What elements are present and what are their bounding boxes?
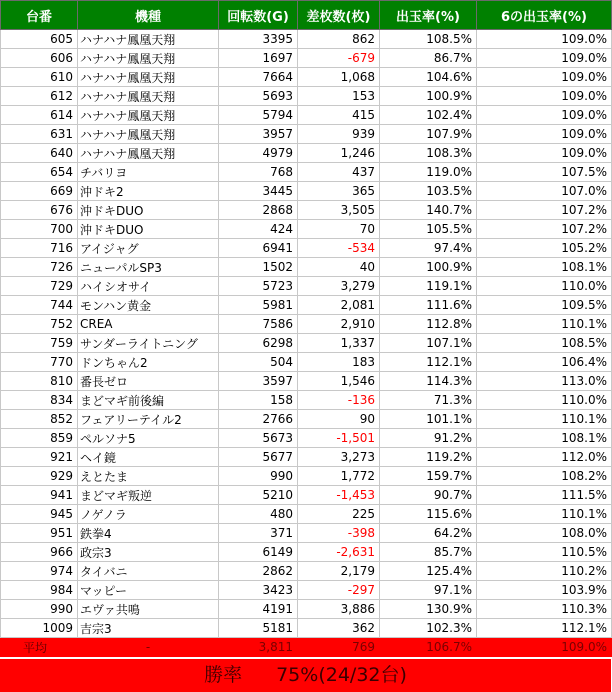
cell-machine-number: 669: [1, 182, 78, 201]
cell-medal-difference: 362: [298, 619, 380, 638]
table-row: [1, 30, 612, 49]
cell-setting6-payout-rate: 112.1%: [477, 619, 612, 638]
cell-medal-difference: 3,273: [298, 448, 380, 467]
cell-machine-number: 859: [1, 429, 78, 448]
cell-setting6-payout-rate: 110.0%: [477, 391, 612, 410]
cell-spins: 504: [219, 353, 298, 372]
cell-machine-model: サンダーライトニング: [78, 334, 219, 353]
cell-spins: 990: [219, 467, 298, 486]
cell-spins: 5981: [219, 296, 298, 315]
cell-machine-number: 1009: [1, 619, 78, 638]
cell-machine-number: 676: [1, 201, 78, 220]
cell-machine-model: まどマギ前後編: [78, 391, 219, 410]
cell-payout-rate: 112.8%: [380, 315, 477, 334]
cell-setting6-payout-rate: 110.5%: [477, 543, 612, 562]
cell-payout-rate: 97.1%: [380, 581, 477, 600]
cell-setting6-payout-rate: 109.5%: [477, 296, 612, 315]
table-row: [1, 144, 612, 163]
cell-medal-difference: -679: [298, 49, 380, 68]
cell-setting6-payout-rate: 109.0%: [477, 87, 612, 106]
cell-machine-number: 606: [1, 49, 78, 68]
cell-machine-number: 990: [1, 600, 78, 619]
cell-machine-model: 吉宗3: [78, 619, 219, 638]
table-row: [1, 68, 612, 87]
table-row: [1, 277, 612, 296]
table-row: [1, 429, 612, 448]
cell-medal-difference: 225: [298, 505, 380, 524]
cell-setting6-payout-rate: 109.0%: [477, 125, 612, 144]
table-row: [1, 619, 612, 638]
average-spins: 3,811: [219, 638, 298, 657]
cell-payout-rate: 108.3%: [380, 144, 477, 163]
cell-spins: 6941: [219, 239, 298, 258]
cell-machine-number: 640: [1, 144, 78, 163]
cell-payout-rate: 100.9%: [380, 258, 477, 277]
cell-medal-difference: 70: [298, 220, 380, 239]
cell-setting6-payout-rate: 113.0%: [477, 372, 612, 391]
cell-spins: 7664: [219, 68, 298, 87]
average-payout: 106.7%: [380, 638, 477, 657]
cell-machine-number: 605: [1, 30, 78, 49]
cell-medal-difference: 2,179: [298, 562, 380, 581]
cell-payout-rate: 140.7%: [380, 201, 477, 220]
cell-payout-rate: 102.3%: [380, 619, 477, 638]
cell-payout-rate: 119.1%: [380, 277, 477, 296]
cell-machine-model: エヴァ共鳴: [78, 600, 219, 619]
cell-machine-model: 政宗3: [78, 543, 219, 562]
table-row: [1, 163, 612, 182]
cell-setting6-payout-rate: 108.1%: [477, 429, 612, 448]
cell-spins: 3597: [219, 372, 298, 391]
average-setting6: 109.0%: [477, 638, 612, 657]
table-row: [1, 49, 612, 68]
cell-payout-rate: 90.7%: [380, 486, 477, 505]
cell-setting6-payout-rate: 105.2%: [477, 239, 612, 258]
cell-payout-rate: 112.1%: [380, 353, 477, 372]
table-row: [1, 372, 612, 391]
table-row: [1, 315, 612, 334]
header-setting6-payout-rate: 6の出玉率(%): [477, 1, 612, 30]
cell-machine-model: タイバニ: [78, 562, 219, 581]
table-row: [1, 106, 612, 125]
table-row: [1, 220, 612, 239]
average-row: [1, 638, 612, 657]
cell-spins: 2862: [219, 562, 298, 581]
cell-payout-rate: 100.9%: [380, 87, 477, 106]
average-label: 平均: [1, 638, 78, 657]
cell-machine-model: ニューパルSP3: [78, 258, 219, 277]
table-row: [1, 201, 612, 220]
cell-machine-model: ハイシオサイ: [78, 277, 219, 296]
table-row: [1, 391, 612, 410]
cell-spins: 5723: [219, 277, 298, 296]
cell-machine-number: 810: [1, 372, 78, 391]
cell-spins: 371: [219, 524, 298, 543]
average-diff: 769: [298, 638, 380, 657]
cell-payout-rate: 107.1%: [380, 334, 477, 353]
cell-medal-difference: 1,337: [298, 334, 380, 353]
table-row: [1, 543, 612, 562]
cell-machine-number: 700: [1, 220, 78, 239]
cell-spins: 6298: [219, 334, 298, 353]
cell-medal-difference: 90: [298, 410, 380, 429]
average-machine: -: [78, 638, 219, 657]
cell-spins: 5181: [219, 619, 298, 638]
cell-payout-rate: 130.9%: [380, 600, 477, 619]
header-medal-difference: 差枚数(枚): [298, 1, 380, 30]
table-row: [1, 410, 612, 429]
cell-setting6-payout-rate: 108.0%: [477, 524, 612, 543]
cell-medal-difference: -534: [298, 239, 380, 258]
table-row: [1, 239, 612, 258]
cell-payout-rate: 64.2%: [380, 524, 477, 543]
cell-machine-model: マッピー: [78, 581, 219, 600]
cell-spins: 1697: [219, 49, 298, 68]
cell-payout-rate: 159.7%: [380, 467, 477, 486]
cell-machine-model: 沖ドキDUO: [78, 220, 219, 239]
cell-machine-model: 沖ドキ2: [78, 182, 219, 201]
cell-setting6-payout-rate: 108.5%: [477, 334, 612, 353]
cell-machine-number: 834: [1, 391, 78, 410]
cell-machine-model: アイジャグ: [78, 239, 219, 258]
cell-machine-model: ハナハナ鳳凰天翔: [78, 125, 219, 144]
cell-setting6-payout-rate: 107.5%: [477, 163, 612, 182]
header-spins: 回転数(G): [219, 1, 298, 30]
cell-medal-difference: 415: [298, 106, 380, 125]
cell-machine-model: 番長ゼロ: [78, 372, 219, 391]
cell-medal-difference: 365: [298, 182, 380, 201]
cell-payout-rate: 125.4%: [380, 562, 477, 581]
cell-medal-difference: 3,505: [298, 201, 380, 220]
cell-machine-number: 759: [1, 334, 78, 353]
cell-payout-rate: 97.4%: [380, 239, 477, 258]
cell-machine-model: ノゲノラ: [78, 505, 219, 524]
cell-payout-rate: 108.5%: [380, 30, 477, 49]
table-row: [1, 581, 612, 600]
cell-machine-model: ヘイ鏡: [78, 448, 219, 467]
cell-setting6-payout-rate: 108.2%: [477, 467, 612, 486]
cell-setting6-payout-rate: 112.0%: [477, 448, 612, 467]
cell-setting6-payout-rate: 110.1%: [477, 505, 612, 524]
table-row: [1, 486, 612, 505]
cell-machine-number: 744: [1, 296, 78, 315]
cell-machine-model: 沖ドキDUO: [78, 201, 219, 220]
cell-spins: 5210: [219, 486, 298, 505]
cell-machine-number: 729: [1, 277, 78, 296]
cell-setting6-payout-rate: 109.0%: [477, 30, 612, 49]
cell-payout-rate: 114.3%: [380, 372, 477, 391]
cell-medal-difference: -1,453: [298, 486, 380, 505]
cell-machine-number: 921: [1, 448, 78, 467]
cell-payout-rate: 107.9%: [380, 125, 477, 144]
cell-spins: 6149: [219, 543, 298, 562]
cell-payout-rate: 119.2%: [380, 448, 477, 467]
cell-medal-difference: 1,246: [298, 144, 380, 163]
header-machine-number: 台番: [1, 1, 78, 30]
cell-setting6-payout-rate: 110.2%: [477, 562, 612, 581]
table-row: [1, 182, 612, 201]
table-row: [1, 448, 612, 467]
cell-machine-model: ハナハナ鳳凰天翔: [78, 30, 219, 49]
cell-medal-difference: -297: [298, 581, 380, 600]
win-rate-value: 75%(24/32台): [276, 664, 407, 686]
cell-spins: 480: [219, 505, 298, 524]
cell-payout-rate: 85.7%: [380, 543, 477, 562]
cell-machine-model: フェアリーテイル2: [78, 410, 219, 429]
cell-payout-rate: 91.2%: [380, 429, 477, 448]
cell-machine-number: 631: [1, 125, 78, 144]
cell-medal-difference: 153: [298, 87, 380, 106]
cell-machine-number: 974: [1, 562, 78, 581]
win-rate-banner: [0, 659, 611, 692]
cell-payout-rate: 101.1%: [380, 410, 477, 429]
cell-payout-rate: 86.7%: [380, 49, 477, 68]
cell-spins: 7586: [219, 315, 298, 334]
header-payout-rate: 出玉率(%): [380, 1, 477, 30]
cell-spins: 2868: [219, 201, 298, 220]
cell-setting6-payout-rate: 107.0%: [477, 182, 612, 201]
cell-machine-number: 966: [1, 543, 78, 562]
cell-spins: 3423: [219, 581, 298, 600]
cell-medal-difference: 183: [298, 353, 380, 372]
cell-machine-model: CREA: [78, 315, 219, 334]
cell-machine-number: 752: [1, 315, 78, 334]
cell-machine-number: 941: [1, 486, 78, 505]
table-row: [1, 258, 612, 277]
cell-medal-difference: 40: [298, 258, 380, 277]
cell-spins: 3445: [219, 182, 298, 201]
cell-medal-difference: 862: [298, 30, 380, 49]
cell-machine-number: 726: [1, 258, 78, 277]
table-row: [1, 600, 612, 619]
table-row: [1, 125, 612, 144]
cell-machine-number: 654: [1, 163, 78, 182]
cell-machine-number: 984: [1, 581, 78, 600]
table-row: [1, 562, 612, 581]
cell-machine-number: 716: [1, 239, 78, 258]
cell-setting6-payout-rate: 109.0%: [477, 68, 612, 87]
cell-setting6-payout-rate: 107.2%: [477, 220, 612, 239]
cell-medal-difference: 939: [298, 125, 380, 144]
cell-payout-rate: 103.5%: [380, 182, 477, 201]
cell-medal-difference: -2,631: [298, 543, 380, 562]
cell-setting6-payout-rate: 111.5%: [477, 486, 612, 505]
cell-medal-difference: 1,068: [298, 68, 380, 87]
cell-machine-model: まどマギ叛逆: [78, 486, 219, 505]
cell-setting6-payout-rate: 107.2%: [477, 201, 612, 220]
cell-setting6-payout-rate: 110.1%: [477, 410, 612, 429]
cell-payout-rate: 111.6%: [380, 296, 477, 315]
cell-medal-difference: 3,279: [298, 277, 380, 296]
cell-spins: 2766: [219, 410, 298, 429]
cell-medal-difference: -136: [298, 391, 380, 410]
cell-setting6-payout-rate: 110.1%: [477, 315, 612, 334]
cell-machine-model: 鉄拳4: [78, 524, 219, 543]
cell-machine-model: えとたま: [78, 467, 219, 486]
cell-machine-number: 945: [1, 505, 78, 524]
cell-setting6-payout-rate: 110.0%: [477, 277, 612, 296]
cell-setting6-payout-rate: 108.1%: [477, 258, 612, 277]
cell-machine-model: ハナハナ鳳凰天翔: [78, 87, 219, 106]
cell-payout-rate: 104.6%: [380, 68, 477, 87]
cell-machine-number: 612: [1, 87, 78, 106]
header-machine-model: 機種: [78, 1, 219, 30]
cell-setting6-payout-rate: 109.0%: [477, 144, 612, 163]
cell-setting6-payout-rate: 109.0%: [477, 106, 612, 125]
cell-setting6-payout-rate: 106.4%: [477, 353, 612, 372]
cell-spins: 5673: [219, 429, 298, 448]
cell-machine-number: 770: [1, 353, 78, 372]
cell-spins: 4979: [219, 144, 298, 163]
cell-spins: 3395: [219, 30, 298, 49]
cell-machine-number: 610: [1, 68, 78, 87]
table-row: [1, 505, 612, 524]
cell-medal-difference: 3,886: [298, 600, 380, 619]
cell-spins: 4191: [219, 600, 298, 619]
cell-machine-number: 852: [1, 410, 78, 429]
cell-machine-number: 951: [1, 524, 78, 543]
win-rate-label: 勝率: [204, 664, 243, 686]
cell-medal-difference: -398: [298, 524, 380, 543]
cell-medal-difference: -1,501: [298, 429, 380, 448]
header-row: [1, 1, 612, 30]
cell-medal-difference: 2,910: [298, 315, 380, 334]
cell-medal-difference: 2,081: [298, 296, 380, 315]
cell-spins: 5677: [219, 448, 298, 467]
cell-medal-difference: 1,772: [298, 467, 380, 486]
table-row: [1, 87, 612, 106]
table-body: [1, 30, 612, 638]
cell-payout-rate: 71.3%: [380, 391, 477, 410]
cell-machine-model: モンハン黄金: [78, 296, 219, 315]
cell-machine-model: ドンちゃん2: [78, 353, 219, 372]
cell-machine-model: ハナハナ鳳凰天翔: [78, 68, 219, 87]
cell-setting6-payout-rate: 103.9%: [477, 581, 612, 600]
table-row: [1, 353, 612, 372]
table-row: [1, 296, 612, 315]
cell-machine-number: 929: [1, 467, 78, 486]
cell-medal-difference: 437: [298, 163, 380, 182]
cell-machine-model: ペルソナ5: [78, 429, 219, 448]
cell-payout-rate: 105.5%: [380, 220, 477, 239]
cell-spins: 424: [219, 220, 298, 239]
cell-spins: 5794: [219, 106, 298, 125]
cell-payout-rate: 102.4%: [380, 106, 477, 125]
cell-spins: 1502: [219, 258, 298, 277]
cell-payout-rate: 115.6%: [380, 505, 477, 524]
cell-payout-rate: 119.0%: [380, 163, 477, 182]
cell-spins: 768: [219, 163, 298, 182]
cell-machine-model: チバリヨ: [78, 163, 219, 182]
table-row: [1, 524, 612, 543]
cell-setting6-payout-rate: 110.3%: [477, 600, 612, 619]
cell-spins: 5693: [219, 87, 298, 106]
cell-machine-model: ハナハナ鳳凰天翔: [78, 144, 219, 163]
cell-spins: 3957: [219, 125, 298, 144]
cell-spins: 158: [219, 391, 298, 410]
cell-setting6-payout-rate: 109.0%: [477, 49, 612, 68]
table-row: [1, 334, 612, 353]
cell-machine-model: ハナハナ鳳凰天翔: [78, 106, 219, 125]
cell-medal-difference: 1,546: [298, 372, 380, 391]
cell-machine-model: ハナハナ鳳凰天翔: [78, 49, 219, 68]
table-row: [1, 467, 612, 486]
cell-machine-number: 614: [1, 106, 78, 125]
